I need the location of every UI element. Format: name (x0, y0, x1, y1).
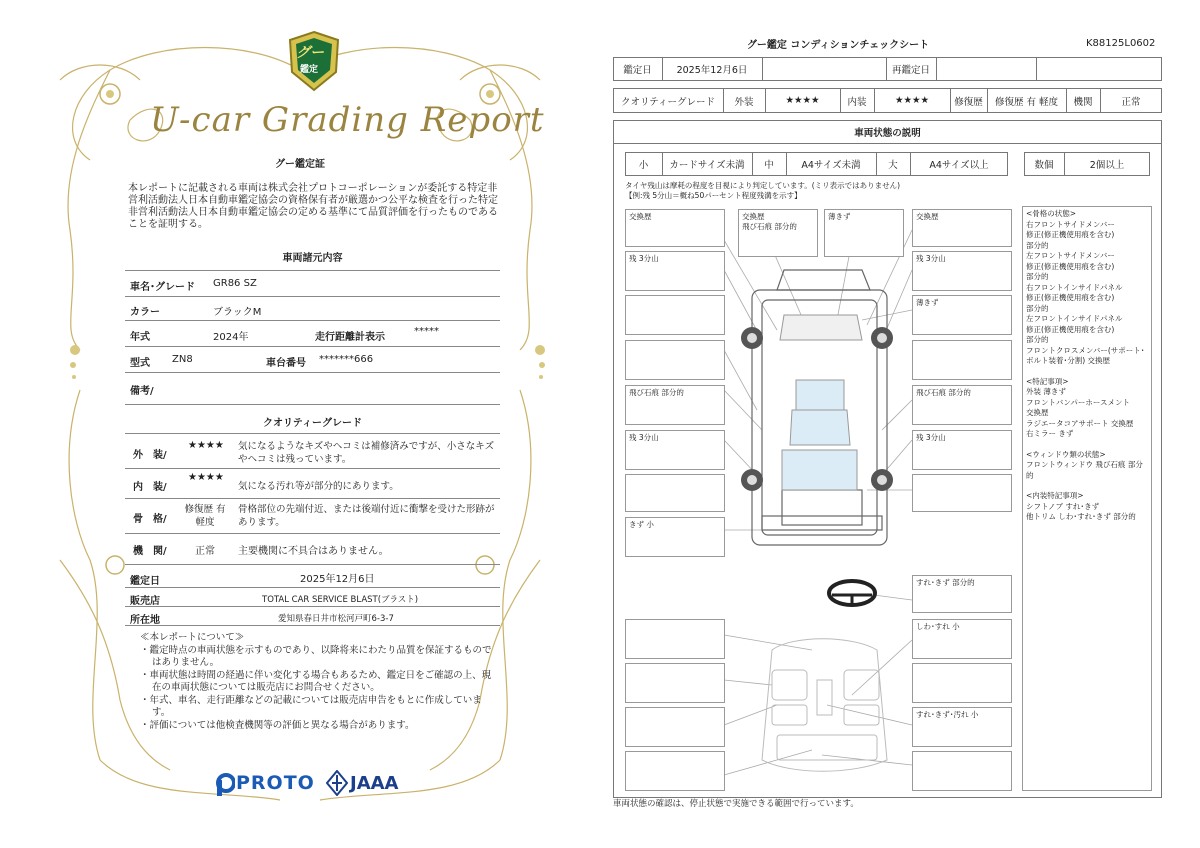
badge-bottom-text: 鑑定 (300, 65, 319, 75)
repair-value: 修復歴 有 軽度 (994, 96, 1059, 108)
sheet-footer: 車両状態の確認は、停止状態で実施できる範囲で行っています。 (613, 799, 859, 809)
side-note-line: 他トリム しわ･すれ･きず 部分的 (1026, 512, 1136, 521)
sheet-code: K88125L0602 (1086, 38, 1156, 49)
comment-box-front-right: 交換歴 (912, 209, 1012, 247)
name-label: 車名･グレード (130, 282, 195, 293)
side-note-line: 修正(修正機使用痕を含む) (1026, 293, 1115, 302)
comment-box-steering: すれ･きず 部分的 (912, 575, 1012, 613)
side-note-line: <特記事項> (1026, 376, 1069, 386)
badge-top-text: グー (296, 45, 324, 61)
comment-box (625, 619, 725, 659)
dealer-value: TOTAL CAR SERVICE BLAST(ブラスト) (262, 595, 419, 605)
model-label: 型式 (130, 358, 150, 369)
comment-box (625, 295, 725, 335)
size-medium-value: A4サイズ未満 (801, 160, 861, 171)
grade-exterior-stars: ★★★★ (188, 440, 224, 451)
comment-box-rear-left: きず 小 (625, 517, 725, 557)
side-note-line: 左フロントインサイドパネル (1026, 314, 1123, 323)
comment-box (625, 340, 725, 380)
side-note-line: 部分的 (1026, 240, 1049, 250)
side-note-spacer (1026, 367, 1150, 377)
comment-box-interior-3: すれ･きず･汚れ 小 (912, 707, 1012, 747)
sheet-title: グー鑑定 コンディションチェックシート (746, 40, 930, 51)
side-notes (1026, 209, 1150, 523)
jaaa-logo-text: JAAA (350, 773, 399, 794)
side-note-line: 外装 薄きず (1026, 387, 1066, 396)
name-value: GR86 SZ (213, 278, 257, 289)
side-note-line: 部分的 (1026, 272, 1049, 281)
redate-label: 再鑑定日 (891, 65, 930, 76)
side-note-spacer (1026, 440, 1150, 450)
side-note-line: 修正(修正機使用痕を含む) (1026, 324, 1115, 334)
jaaa-logo-icon (326, 770, 348, 796)
size-large-value: A4サイズ以上 (929, 160, 989, 171)
int-stars: ★★★★ (894, 95, 930, 106)
side-note-line: <骨格の状態> (1026, 209, 1077, 218)
spec-heading: 車両諸元内容 (282, 253, 343, 264)
repair-label: 修復歴 (954, 96, 983, 108)
comment-box (912, 474, 1012, 512)
certificate-subtitle: グー鑑定証 (275, 159, 325, 170)
address-label: 所在地 (130, 615, 160, 626)
note-item: ・鑑定時点の車両状態を示すものであり、以降将来にわたり品質を保証するものではありません。 (140, 644, 492, 668)
color-value: ブラックM (213, 307, 262, 318)
comment-box (912, 751, 1012, 791)
dealer-label: 販売店 (130, 596, 160, 607)
comment-box-right-side: 飛び石痕 部分的 (912, 385, 1012, 425)
comment-box (625, 751, 725, 791)
comment-box-tire-rear-right: 残 3分山 (912, 430, 1012, 470)
comment-box (912, 340, 1012, 380)
grade-engine-value: 正常 (195, 546, 215, 557)
count-label: 数個 (1034, 160, 1054, 171)
address-value: 愛知県春日井市松河戸町6-3-7 (278, 614, 394, 624)
mileage-value: ***** (414, 326, 439, 337)
comment-box-front-left: 交換歴 (625, 209, 725, 247)
side-note-spacer (1026, 481, 1150, 491)
side-note-line: シフトノブ すれ･きず (1026, 501, 1100, 511)
side-note-line: 部分的 (1026, 335, 1049, 344)
comment-box-interior-1: しわ･すれ 小 (912, 619, 1012, 659)
side-note-line: 左フロントサイドメンバー (1026, 251, 1115, 260)
int-label: 内装 (847, 96, 867, 108)
comment-box-left-side: 飛び石痕 部分的 (625, 385, 725, 425)
date-value: 2025年12月6日 (300, 574, 375, 585)
comment-box-tire-front-left: 残 3分山 (625, 251, 725, 291)
grade-engine-label: 機 関/ (133, 546, 167, 557)
side-note-line: <内装特記事項> (1026, 491, 1084, 500)
size-small-key: 小 (638, 160, 649, 171)
count-value: 2個以上 (1089, 160, 1125, 171)
color-label: カラー (130, 307, 160, 318)
year-label: 年式 (130, 332, 150, 343)
chassis-value: *******666 (319, 354, 374, 365)
comment-box (625, 474, 725, 512)
quality-heading: クオリティーグレード (263, 418, 362, 429)
size-medium-key: 中 (764, 160, 774, 171)
size-large-key: 大 (888, 160, 898, 171)
grade-interior-label: 内 装/ (133, 482, 167, 493)
engine-value: 正常 (1121, 96, 1141, 108)
engine-label: 機関 (1073, 96, 1093, 108)
comment-box (625, 707, 725, 747)
comment-box-tire-rear-left: 残 3分山 (625, 430, 725, 470)
ext-label: 外装 (734, 96, 754, 108)
model-value: ZN8 (172, 354, 193, 365)
comment-box-hood: 交換歴 飛び石痕 部分的 (738, 209, 818, 257)
note-item: ・評価については他検査機関等の評価と異なる場合があります。 (140, 719, 415, 731)
ext-stars: ★★★★ (785, 95, 820, 106)
comment-box-tire-front-right: 残 3分山 (912, 251, 1012, 291)
report-title: U-car Grading Report (150, 100, 545, 140)
side-note-line: フロントクロスメンバー(サポート･ボルト装着･分割) 交換歴 (1026, 345, 1145, 365)
proto-logo-icon (215, 772, 235, 796)
note-item: ・年式、車名、走行距離などの記載については販売店申告をもとに作成しています。 (140, 694, 482, 718)
year-value: 2024年 (213, 332, 249, 343)
sheet-date-label: 鑑定日 (623, 65, 652, 76)
chassis-label: 車台番号 (266, 358, 306, 369)
comment-box-right-mirror: 薄きず (912, 295, 1012, 335)
side-note-line: 部分的 (1026, 303, 1049, 313)
side-note-line: 修正(修正機使用痕を含む) (1026, 230, 1115, 239)
grade-exterior-label: 外 装/ (133, 450, 167, 461)
grade-exterior-desc: 気になるようなキズやヘコミは補修済みですが、小さなキズやヘコミは残っています。 (238, 441, 495, 465)
notes-title: ≪本レポートについて≫ (140, 632, 245, 643)
grade-frame-label: 骨 格/ (133, 514, 167, 525)
grade-engine-desc: 主要機関に不具合はありません。 (238, 546, 389, 557)
sheet-date-value: 2025年12月6日 (676, 65, 748, 76)
remarks-label: 備考/ (130, 386, 154, 397)
side-note-line: 交換歴 (1026, 408, 1049, 417)
certificate-intro: 本レポートに記載される車両は株式会社プロトコーポレーションが委託する特定非営利活動法人日本自動車鑑定協会の資格保有者が厳選かつ公平な検査を行った特定非営利活動法人日本自動車鑑定協会の定める基準にて品質評価を行ったものであることを証明する。 (128, 183, 498, 230)
side-note-line: ラジエータコアサポート 交換歴 (1026, 418, 1134, 428)
comment-box (912, 663, 1012, 703)
side-note-line: フロントバンパーホースメント (1026, 397, 1130, 407)
note-item: ・車両状態は時間の経過に伴い変化する場合もあるため、鑑定日をご確認の上、現在の車両状態については販売店にお問合せください。 (140, 669, 492, 693)
grade-frame-value: 修復歴 有 軽度 (184, 504, 226, 528)
mileage-label: 走行距離計表示 (315, 332, 385, 343)
side-note-line: 修正(修正機使用痕を含む) (1026, 261, 1115, 271)
qg-label: クオリティーグレード (620, 96, 716, 108)
tire-example: 【例:残 5分山＝概ね50パーセント程度残溝を示す】 (625, 191, 802, 200)
date-label: 鑑定日 (130, 576, 160, 587)
size-small-value: カードサイズ未満 (669, 160, 745, 171)
tire-note: タイヤ残山は摩耗の程度を目視により判定しています。(ミリ表示ではありません) (625, 181, 901, 190)
comment-box (625, 663, 725, 703)
state-heading: 車両状態の説明 (613, 120, 1162, 144)
side-note-line: 右ミラー きず (1026, 429, 1074, 438)
grade-interior-desc: 気になる汚れ等が部分的にあります。 (238, 481, 399, 492)
proto-logo-text: PROTO (236, 772, 315, 794)
grade-frame-desc: 骨格部位の先端付近、または後端付近に衝撃を受けた形跡があります。 (238, 504, 495, 528)
side-note-line: <ウィンドウ類の状態> (1026, 449, 1106, 459)
comment-box-roof: 薄きず (824, 209, 904, 257)
grade-interior-stars: ★★★★ (188, 472, 224, 483)
side-note-line: 右フロントサイドメンバー (1026, 219, 1115, 229)
report-notes (140, 632, 500, 732)
side-note-line: 右フロントインサイドパネル (1026, 282, 1123, 292)
side-note-line: フロントウィンドウ 飛び石痕 部分的 (1026, 460, 1143, 480)
